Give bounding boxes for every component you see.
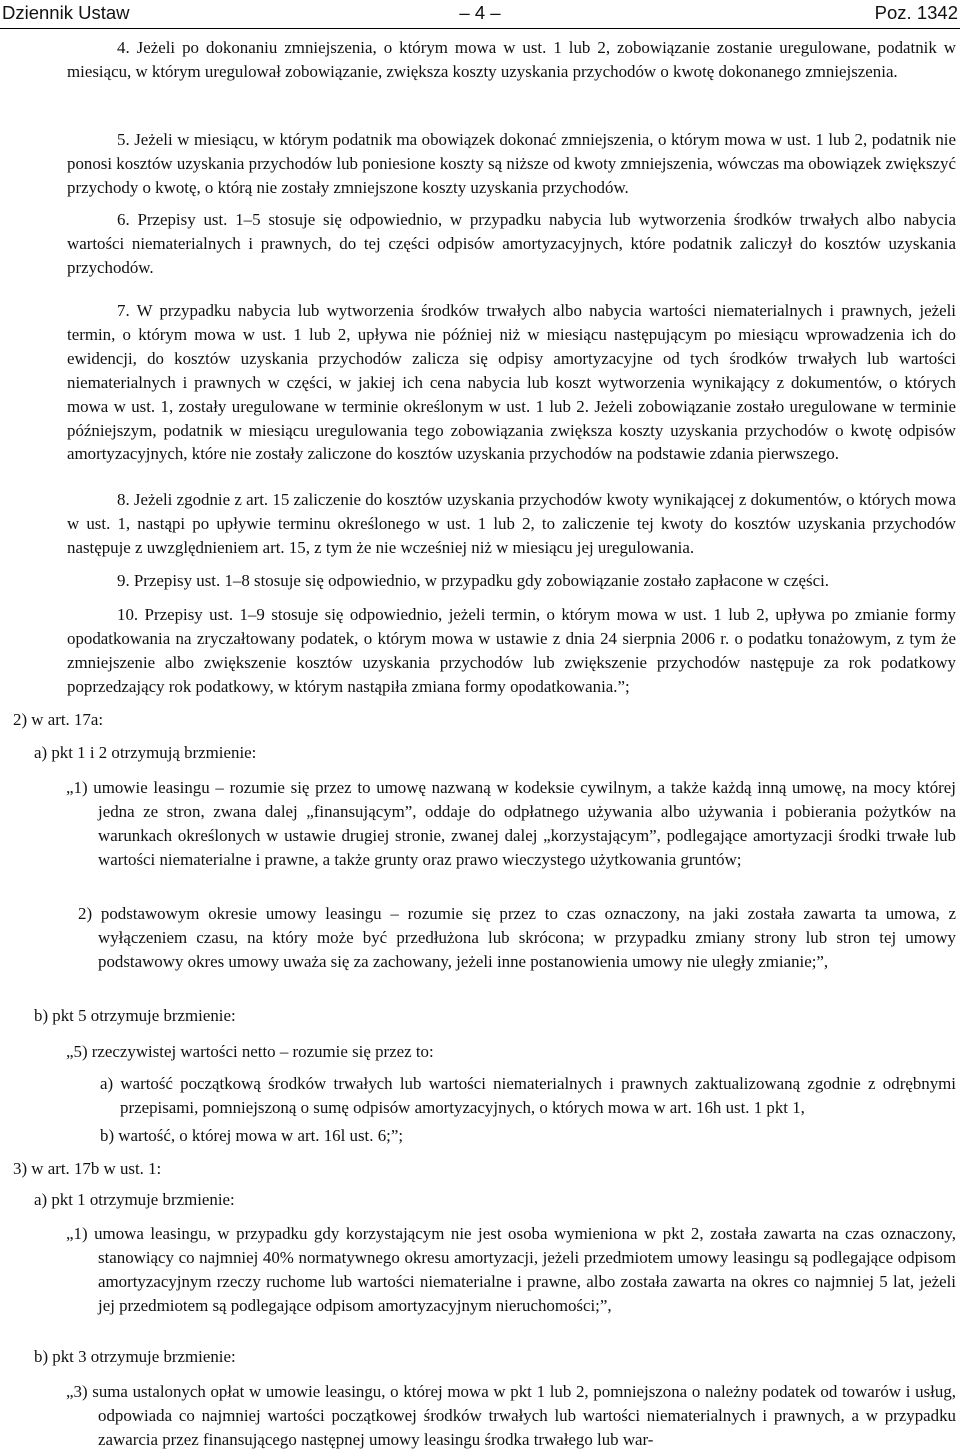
- amendment-3a-label: a) pkt 1 otrzymuje brzmienie:: [34, 1190, 235, 1209]
- paragraph-8: 8. Jeżeli zgodnie z art. 15 zaliczenie do kosztów uzyskania przychodów kwoty wynikającej z dokumentów, o których mowa w ust. 1, nastąpi po upływie terminu określonego w ust. 1 lub 2, to zaliczenie tej kwoty do kosztów uzyskania przychodów następuje z uwzględnieniem art. 15, z tym że nie wcześniej niż w miesiącu jej uregulowania.: [67, 490, 956, 557]
- paragraph-7: 7. W przypadku nabycia lub wytworzenia środków trwałych albo nabycia wartości niematerialnych i prawnych, jeżeli termin, o którym mowa w ust. 1 lub 2, upływa nie później niż w miesiącu następującym po miesiącu wprowadzenia ich do ewidencji, do kosztów uzyskania przychodów zalicza się odpisy amortyzacyjne od tych środków trwałych lub wartości niematerialnych i prawnych w części, w jakiej ich cena nabycia lub koszt wytworzenia wynikający z dokumentów, o których mowa w ust. 1, zostały uregulowane w terminie określonym w ust. 1 lub 2. Jeżeli zobowiązanie zostało uregulowane w terminie późniejszym, podatnik w miesiącu uregulowania tego zobowiązania zwiększa koszty uzyskania przychodów o kwotę odpisów amortyzacyjnych, które nie zostały zaliczone do kosztów uzyskania przychodów na podstawie zdania pierwszego.: [67, 301, 956, 464]
- amendment-2a-label: a) pkt 1 i 2 otrzymują brzmienie:: [34, 743, 257, 762]
- leasing-condition-1: „1) umowa leasingu, w przypadku gdy korzystającym nie jest osoba wymieniona w pkt 2, została zawarta na czas oznaczony, stanowiący co najmniej 40% normatywnego okresu amortyzacji, jeżeli przedmiotem umowy leasingu są podlegające odpisom amortyzacyjnym rzeczy ruchome lub wartości niematerialne i prawne, albo została zawarta na okres co najmniej 5 lat, jeżeli jej przedmiotem są podlegające odpisom amortyzacyjnym nieruchomości;”,: [66, 1224, 956, 1315]
- definition-item-2: 2) podstawowym okresie umowy leasingu – rozumie się przez to czas oznaczony, na jaki została zawarta ta umowa, z wyłączeniem czasu, na który może być przedłużona lub skrócona; w przypadku zmiany strony lub stron tej umowy podstawowy okres umowy uważa się za zachowany, jeżeli inne postanowienia umowy nie uległy zmianie;”,: [78, 904, 956, 971]
- definition-item-5: „5) rzeczywistej wartości netto – rozumie się przez to:: [66, 1042, 434, 1061]
- leasing-condition-3: „3) suma ustalonych opłat w umowie leasingu, o której mowa w pkt 1 lub 2, pomniejszona o należny podatek od towarów i usług, odpowiada co najmniej wartości początkowej środków trwałych lub wartości niematerialnych i prawnych, a w przypadku zawarcia przez finansującego następnej umowy leasingu środka trwałego lub war-: [66, 1382, 956, 1449]
- paragraph-6: 6. Przepisy ust. 1–5 stosuje się odpowiednio, w przypadku nabycia lub wytworzenia środków trwałych albo nabycia wartości niematerialnych i prawnych, do tej części odpisów amortyzacyjnych, które podatnik zaliczył do kosztów uzyskania przychodów.: [67, 210, 956, 277]
- amendment-3b-label: b) pkt 3 otrzymuje brzmienie:: [34, 1347, 236, 1366]
- paragraph-10: 10. Przepisy ust. 1–9 stosuje się odpowiednio, jeżeli termin, o którym mowa w ust. 1 lub 2, upływa po zmianie formy opodatkowania na zryczałtowany podatek, o którym mowa w ustawie z dnia 24 sierpnia 2006 r. o podatku tonażowym, z tym że zmniejszenie albo zwiększenie kosztów uzyskania przychodów lub zwiększenie przychodów następuje za rok podatkowy poprzedzający rok podatkowy, w którym nastąpiła zmiana formy opodatkowania.”;: [67, 605, 956, 696]
- page-header: [0, 0, 960, 29]
- journal-title: Dziennik Ustaw: [2, 2, 130, 23]
- paragraph-4: 4. Jeżeli po dokonaniu zmniejszenia, o którym mowa w ust. 1 lub 2, zobowiązanie zostanie uregulowane, podatnik w miesiącu, w którym uregulował zobowiązanie, zwiększa koszty uzyskania przychodów o kwotę dokonanego zmniejszenia.: [67, 38, 956, 81]
- page-number: – 4 –: [459, 2, 501, 23]
- definition-5-subitem-a: a) wartość początkową środków trwałych lub wartości niematerialnych i prawnych zaktualizowaną zgodnie z odrębnymi przepisami, pomniejszoną o sumę odpisów amortyzacyjnych, o których mowa w art. 16h ust. 1 pkt 1,: [100, 1074, 956, 1117]
- amendment-3-label: 3) w art. 17b w ust. 1:: [13, 1159, 162, 1178]
- paragraph-5: 5. Jeżeli w miesiącu, w którym podatnik ma obowiązek dokonać zmniejszenia, o którym mowa w ust. 1 lub 2, podatnik nie ponosi kosztów uzyskania przychodów lub poniesione koszty są niższe od kwoty zmniejszenia, wówczas ma obowiązek zwiększyć przychody o kwotę, o którą nie zostały zmniejszone koszty uzyskania przychodów.: [67, 130, 956, 197]
- definition-item-1: „1) umowie leasingu – rozumie się przez to umowę nazwaną w kodeksie cywilnym, a także każdą inną umowę, na mocy której jedna ze stron, zwana dalej „finansującym”, oddaje do odpłatnego używania albo używania i pobierania pożytków na warunkach określonych w ustawie drugiej stronie, zwanej dalej „korzystającym”, podlegające amortyzacji środki trwałe lub wartości niematerialne i prawne, a także grunty oraz prawo wieczystego użytkowania gruntów;: [66, 778, 956, 869]
- amendment-2b-label: b) pkt 5 otrzymuje brzmienie:: [34, 1006, 236, 1025]
- amendment-2-label: 2) w art. 17a:: [13, 710, 104, 729]
- definition-5-subitem-b: b) wartość, o której mowa w art. 16l ust. 6;”;: [100, 1126, 404, 1145]
- position-number: Poz. 1342: [874, 2, 958, 23]
- paragraph-9: 9. Przepisy ust. 1–8 stosuje się odpowiednio, w przypadku gdy zobowiązanie zostało zapłacone w części.: [117, 571, 830, 590]
